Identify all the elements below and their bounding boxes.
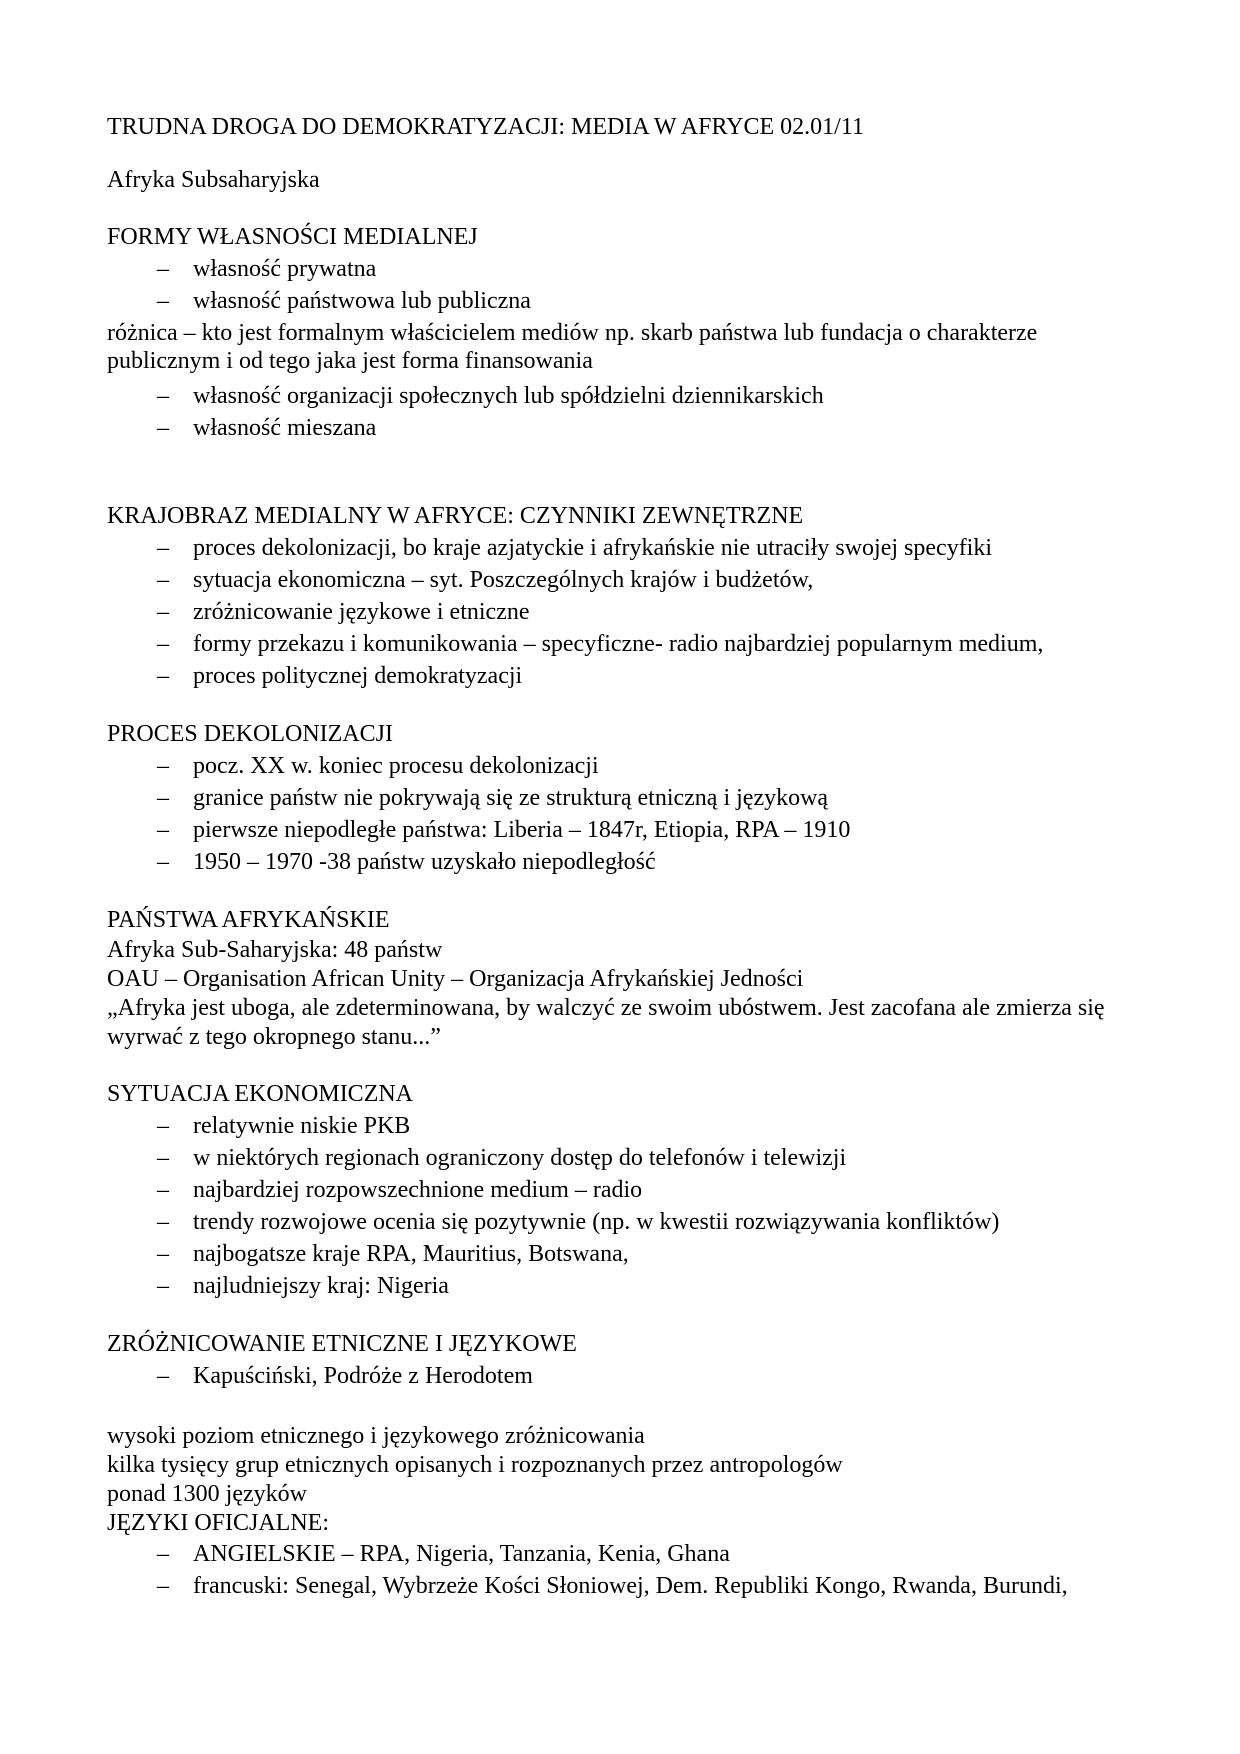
bullet-marker: – (157, 631, 169, 657)
bullet-marker: – (157, 1145, 169, 1171)
list-item-text: pierwsze niepodległe państwa: Liberia – 1847r, Etiopia, RPA – 1910 (193, 817, 851, 843)
list-item (107, 628, 1140, 660)
text-line: Afryka Sub-Saharyjska: 48 państw (107, 937, 443, 963)
bullet-marker: – (157, 383, 169, 409)
list-item-text: relatywnie niskie PKB (193, 1113, 411, 1139)
list-item-text: zróżnicowanie językowe i etniczne (193, 599, 530, 625)
list-item (107, 412, 1140, 444)
text-line: OAU – Organisation African Unity – Organizacja Afrykańskiej Jedności (107, 966, 804, 992)
section-heading: SYTUACJA EKONOMICZNA (107, 1081, 414, 1107)
list-item (107, 1238, 1140, 1270)
section-zroznicowanie-etniczne (107, 1329, 1140, 1392)
text-line: ponad 1300 języków (107, 1481, 307, 1507)
list-item-text: najbogatsze kraje RPA, Mauritius, Botswana, (193, 1241, 629, 1267)
list-item-text: pocz. XX w. koniec procesu dekolonizacji (193, 753, 599, 779)
section-krajobraz-medialny (107, 501, 1140, 692)
bullet-marker: – (157, 753, 169, 779)
bullet-marker: – (157, 599, 169, 625)
bullet-marker: – (157, 817, 169, 843)
list-item (107, 253, 1140, 285)
bullet-marker: – (157, 288, 169, 314)
section-heading: ZRÓŻNICOWANIE ETNICZNE I JĘZYKOWE (107, 1331, 577, 1357)
bullet-marker: – (157, 535, 169, 561)
list-item-text: własność mieszana (193, 415, 377, 441)
list-item-text: najludniejszy kraj: Nigeria (193, 1273, 449, 1299)
bullet-marker: – (157, 1209, 169, 1235)
section-heading: PAŃSTWA AFRYKAŃSKIE (107, 907, 390, 933)
list-item (107, 596, 1140, 628)
section-heading: KRAJOBRAZ MEDIALNY W AFRYCE: CZYNNIKI ZEWNĘTRZNE (107, 503, 804, 529)
list-item-text: proces dekolonizacji, bo kraje azjatyckie i afrykańskie nie utraciły swojej specyfiki (193, 535, 993, 561)
list-item (107, 1206, 1140, 1238)
bullet-marker: – (157, 1273, 169, 1299)
bullet-marker: – (157, 567, 169, 593)
list-item (107, 660, 1140, 692)
bullet-marker: – (157, 1541, 169, 1567)
list-item (107, 782, 1140, 814)
document-title: TRUDNA DROGA DO DEMOKRATYZACJI: MEDIA W AFRYCE 02.01/11 (107, 114, 864, 140)
section-sytuacja-ekonomiczna (107, 1079, 1140, 1302)
section-jezyki-oficjalne (107, 1422, 1140, 1602)
list-item (107, 750, 1140, 782)
list-item (107, 1174, 1140, 1206)
subheading: JĘZYKI OFICJALNE: (107, 1510, 329, 1536)
bullet-marker: – (157, 1113, 169, 1139)
list-item (107, 285, 1140, 317)
list-item (107, 1110, 1140, 1142)
bullet-marker: – (157, 1363, 169, 1389)
section-panstwa-afrykanskie (107, 905, 1140, 1052)
document-subtitle: Afryka Subsaharyjska (107, 167, 320, 193)
quote-line: „Afryka jest uboga, ale zdeterminowana, by walczyć ze swoim ubóstwem. Jest zacofana ale zmierza się wyrwać z tego okropnego stanu...” (107, 995, 1105, 1050)
bullet-marker: – (157, 1177, 169, 1203)
list-item (107, 846, 1140, 878)
list-item-text: 1950 – 1970 -38 państw uzyskało niepodległość (193, 849, 656, 875)
list-item-text: francuski: Senegal, Wybrzeże Kości Słoniowej, Dem. Republiki Kongo, Rwanda, Burundi, (193, 1573, 1068, 1599)
list-item-text: trendy rozwojowe ocenia się pozytywnie (np. w kwestii rozwiązywania konfliktów) (193, 1209, 1000, 1235)
list-item-text: granice państw nie pokrywają się ze strukturą etniczną i językową (193, 785, 829, 811)
section-formy-wlasnosci-medialnej (107, 222, 1140, 444)
text-line: kilka tysięcy grup etnicznych opisanych i rozpoznanych przez antropologów (107, 1452, 843, 1478)
section-heading: FORMY WŁASNOŚCI MEDIALNEJ (107, 224, 478, 250)
text-line: wysoki poziom etnicznego i językowego zróżnicowania (107, 1423, 645, 1449)
list-item-text: formy przekazu i komunikowania – specyficzne- radio najbardziej popularnym medium, (193, 631, 1044, 657)
bullet-marker: – (157, 663, 169, 689)
list-item-text: najbardziej rozpowszechnione medium – radio (193, 1177, 643, 1203)
bullet-marker: – (157, 849, 169, 875)
list-item (107, 1360, 1140, 1392)
list-item (107, 380, 1140, 412)
list-item (107, 1142, 1140, 1174)
list-item (107, 1270, 1140, 1302)
list-item (107, 1570, 1140, 1602)
list-item (107, 1538, 1140, 1570)
list-item-text: proces politycznej demokratyzacji (193, 663, 523, 689)
list-item-text: ANGIELSKIE – RPA, Nigeria, Tanzania, Kenia, Ghana (193, 1541, 730, 1567)
list-item-text: sytuacja ekonomiczna – syt. Poszczególnych krajów i budżetów, (193, 567, 814, 593)
list-item-text: własność państwowa lub publiczna (193, 288, 531, 314)
bullet-marker: – (157, 1241, 169, 1267)
list-item-text: w niektórych regionach ograniczony dostęp do telefonów i telewizji (193, 1145, 847, 1171)
list-item-text: Kapuściński, Podróże z Herodotem (193, 1363, 533, 1389)
list-item-text: własność organizacji społecznych lub spółdzielni dziennikarskich (193, 383, 824, 409)
section-heading: PROCES DEKOLONIZACJI (107, 721, 394, 747)
list-item (107, 532, 1140, 564)
bullet-marker: – (157, 785, 169, 811)
paragraph-roznica: różnica – kto jest formalnym właścicielem mediów np. skarb państwa lub fundacja o charakterze publicznym i od tego jaka jest forma finansowania (107, 320, 1038, 374)
list-item (107, 564, 1140, 596)
bullet-marker: – (157, 415, 169, 441)
section-proces-dekolonizacji (107, 719, 1140, 878)
bullet-marker: – (157, 256, 169, 282)
list-item-text: własność prywatna (193, 256, 377, 282)
bullet-marker: – (157, 1573, 169, 1599)
list-item (107, 814, 1140, 846)
